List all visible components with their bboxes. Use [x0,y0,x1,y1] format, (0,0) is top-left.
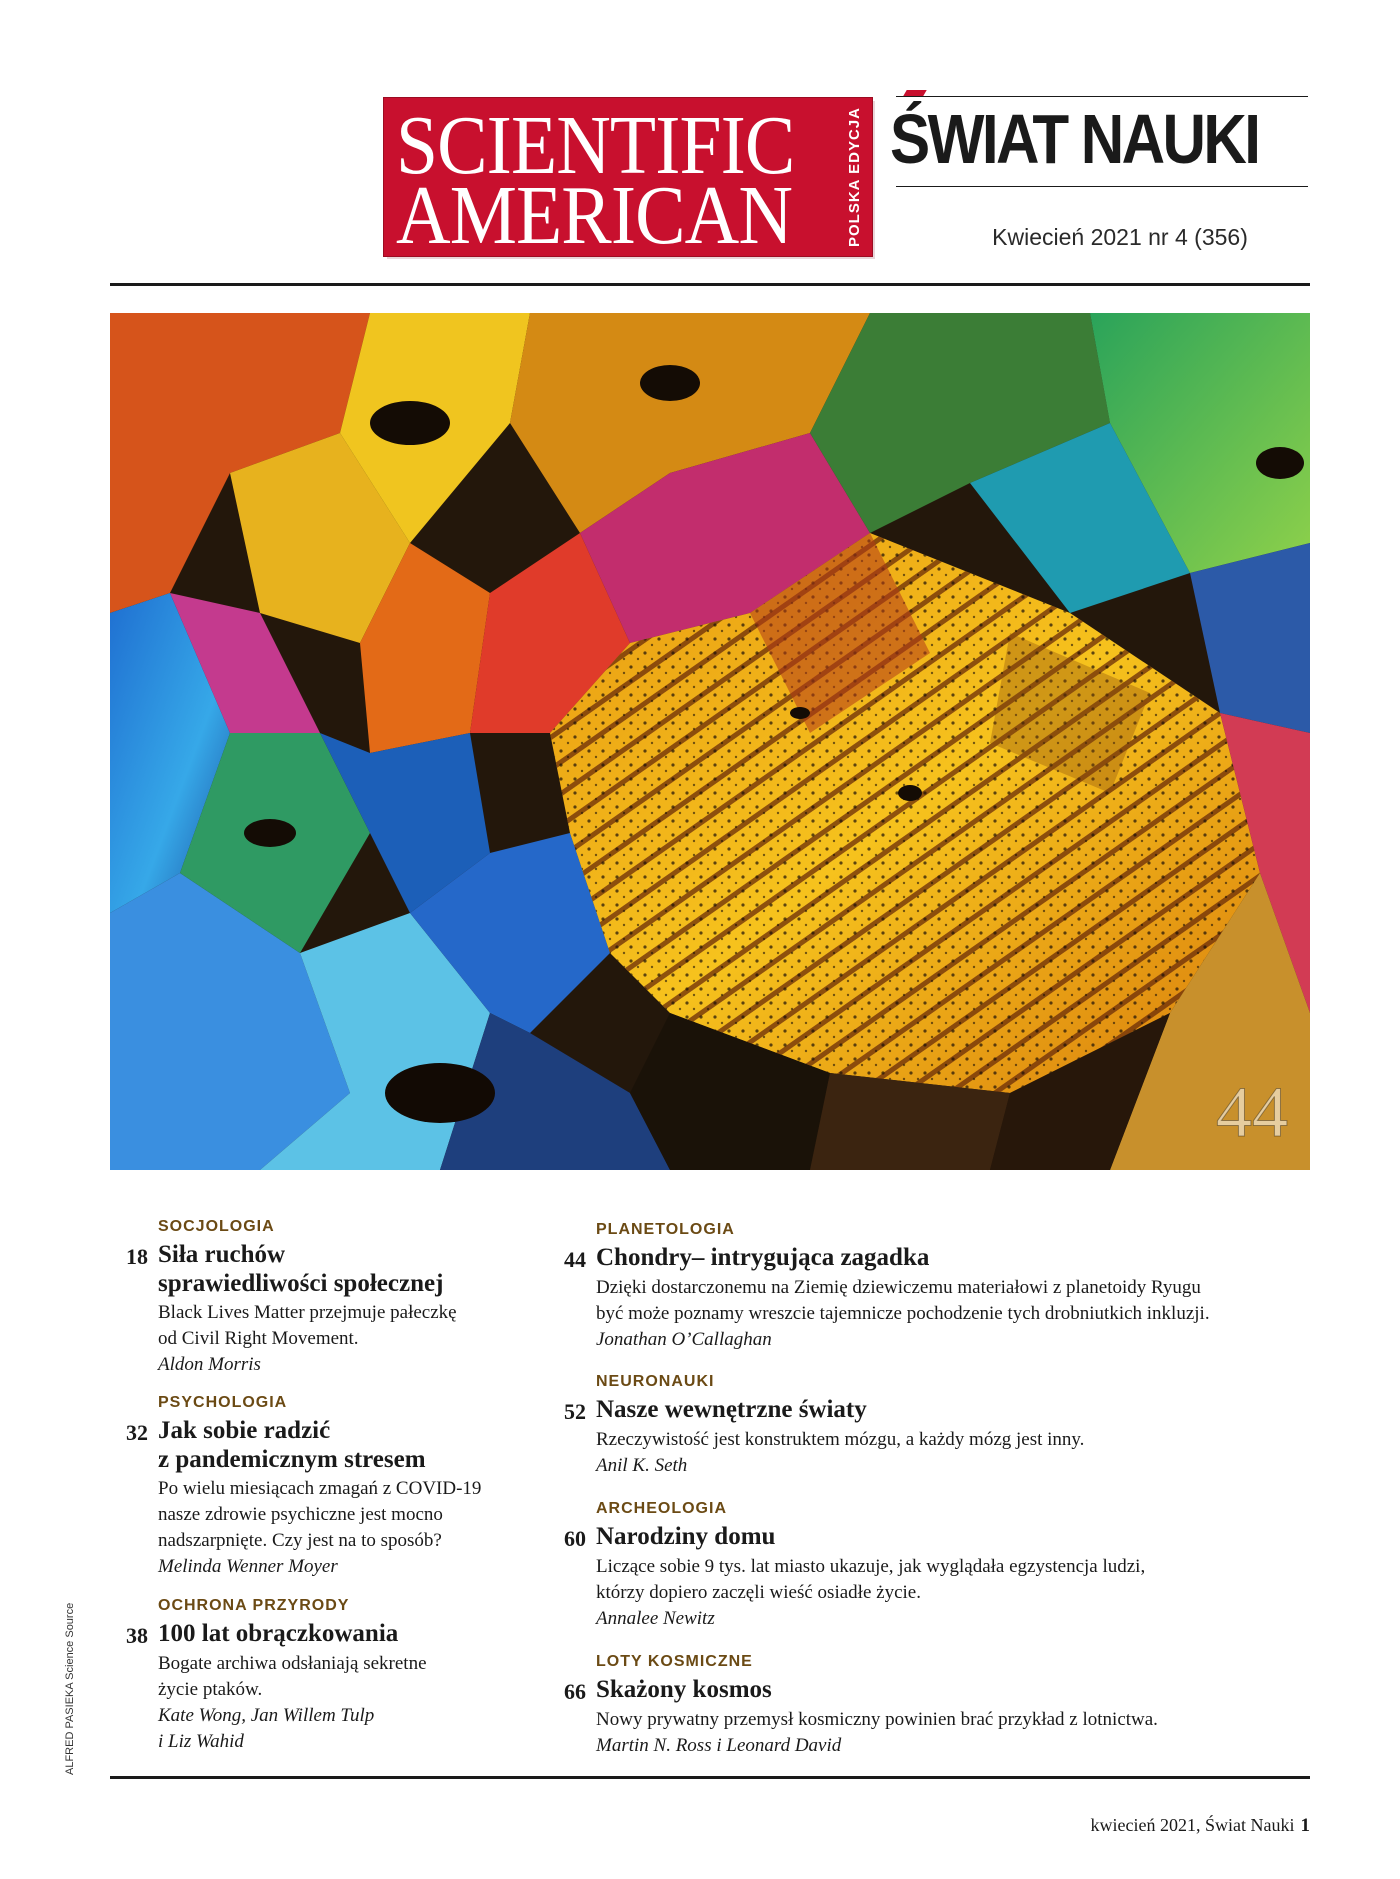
toc-author-line: Anil K. Seth [596,1455,688,1476]
toc-author-line: i Liz Wahid [158,1731,244,1752]
toc-page-number: 44 [564,1247,586,1272]
toc-description-line: życie ptaków. [158,1679,263,1700]
logo-line-scientific: SCIENTIFIC [396,99,795,192]
toc-page-number: 18 [126,1244,148,1269]
toc-authors [158,1554,338,1580]
toc-title-line: Narodziny domu [596,1523,776,1550]
toc-category: SOCJOLOGIA [158,1218,275,1235]
photo-credit: ALFRED PASIEKA Science Source [64,1602,76,1775]
masthead-rule-bottom [896,186,1308,187]
toc-title-line: Nasze wewnętrzne światy [596,1396,867,1423]
toc-authors [596,1733,841,1759]
toc-author-line: Melinda Wenner Moyer [158,1556,338,1577]
masthead-accent [903,90,926,96]
toc-description-line: być może poznamy wreszcie tajemnicze pochodzenie tych drobniutkich inkluzji. [596,1303,1210,1324]
toc-title [596,1243,929,1272]
toc-description-line: nadszarpnięte. Czy jest na to sposób? [158,1530,442,1551]
toc-title-line: sprawiedliwości społecznej [158,1270,444,1297]
scientific-american-logo [384,98,872,262]
toc-description-line: Bogate archiwa odsłaniają sekretne [158,1653,427,1674]
toc-title-line: Jak sobie radzić [158,1417,331,1444]
toc-title [596,1395,867,1424]
toc-title [158,1416,426,1474]
toc-category: LOTY KOSMICZNE [596,1653,753,1670]
toc-title [158,1240,443,1298]
page-footer [1091,1815,1310,1837]
toc-author-line: Kate Wong, Jan Willem Tulp [158,1705,375,1726]
toc-description-line: Dzięki dostarczonemu na Ziemię dziewiczemu materiałowi z planetoidy Ryugu [596,1277,1201,1298]
toc-title [596,1675,772,1704]
logo-edition: POLSKA EDYCJA [846,107,863,247]
micrograph-illustration [110,313,1310,1170]
toc-page-number: 60 [564,1526,586,1551]
toc-description-line: Black Lives Matter przejmuje pałeczkę [158,1302,457,1323]
divider-top [110,283,1310,286]
toc-description [596,1275,1210,1327]
toc-description-line: Po wielu miesiącach zmagań z COVID-19 [158,1478,482,1499]
toc-description-line: Liczące sobie 9 tys. lat miasto ukazuje, jak wyglądała egzystencja ludzi, [596,1556,1146,1577]
toc-author-line: Martin N. Ross i Leonard David [596,1735,842,1756]
toc-category: PLANETOLOGIA [596,1221,735,1238]
toc-title [158,1619,398,1648]
toc-title-line: Skażony kosmos [596,1676,772,1703]
toc-category: ARCHEOLOGIA [596,1500,727,1517]
toc-description [158,1651,427,1703]
toc-description-line: Rzeczywistość jest konstruktem mózgu, a każdy mózg jest inny. [596,1429,1085,1450]
toc-description [596,1427,1084,1453]
toc-author-line: Aldon Morris [158,1354,261,1375]
toc-authors [596,1453,687,1479]
toc-title-line: Siła ruchów [158,1241,286,1268]
toc-description [158,1476,481,1554]
toc-description-line: którzy dopiero zaczęli wieść osiadłe życie. [596,1582,921,1603]
toc-authors [158,1703,374,1755]
toc-description [158,1300,457,1352]
toc-authors [158,1352,261,1378]
toc-category: PSYCHOLOGIA [158,1394,288,1411]
toc-category: NEURONAUKI [596,1373,715,1390]
toc-page-number: 38 [126,1623,148,1648]
toc-authors [596,1606,715,1632]
footer-text: kwiecień 2021, Świat Nauki [1090,1815,1295,1835]
toc-author-line: Jonathan O’Callaghan [596,1329,772,1350]
toc-title [596,1522,775,1551]
toc-authors [596,1327,772,1353]
issue-date: Kwiecień 2021 nr 4 (356) [992,224,1248,250]
toc-title-line: Chondry– intrygująca zagadka [596,1244,930,1271]
toc-title-line: z pandemicznym stresem [158,1446,426,1473]
logo-line-american: AMERICAN [396,169,793,262]
toc-page-number: 66 [564,1679,586,1704]
toc-description-line: Nowy prywatny przemysł kosmiczny powinien brać przykład z lotnictwa. [596,1709,1158,1730]
toc-description-line: nasze zdrowie psychiczne jest mocno [158,1504,443,1525]
toc-description [596,1707,1158,1733]
masthead-title: ŚWIAT NAUKI [890,100,1259,178]
toc-title-line: 100 lat obrączkowania [158,1620,399,1647]
divider-bottom [110,1776,1310,1779]
masthead-rule-top [896,96,1308,97]
toc-page-number: 32 [126,1420,148,1445]
toc-category: OCHRONA PRZYRODY [158,1597,350,1614]
cover-page-reference: 44 [1216,1072,1288,1152]
footer-page-number: 1 [1300,1815,1310,1836]
toc-description [596,1554,1145,1606]
toc-page-number: 52 [564,1399,586,1424]
toc-author-line: Annalee Newitz [596,1608,715,1629]
toc-description-line: od Civil Right Movement. [158,1328,359,1349]
cover-micrograph [110,313,1310,1170]
